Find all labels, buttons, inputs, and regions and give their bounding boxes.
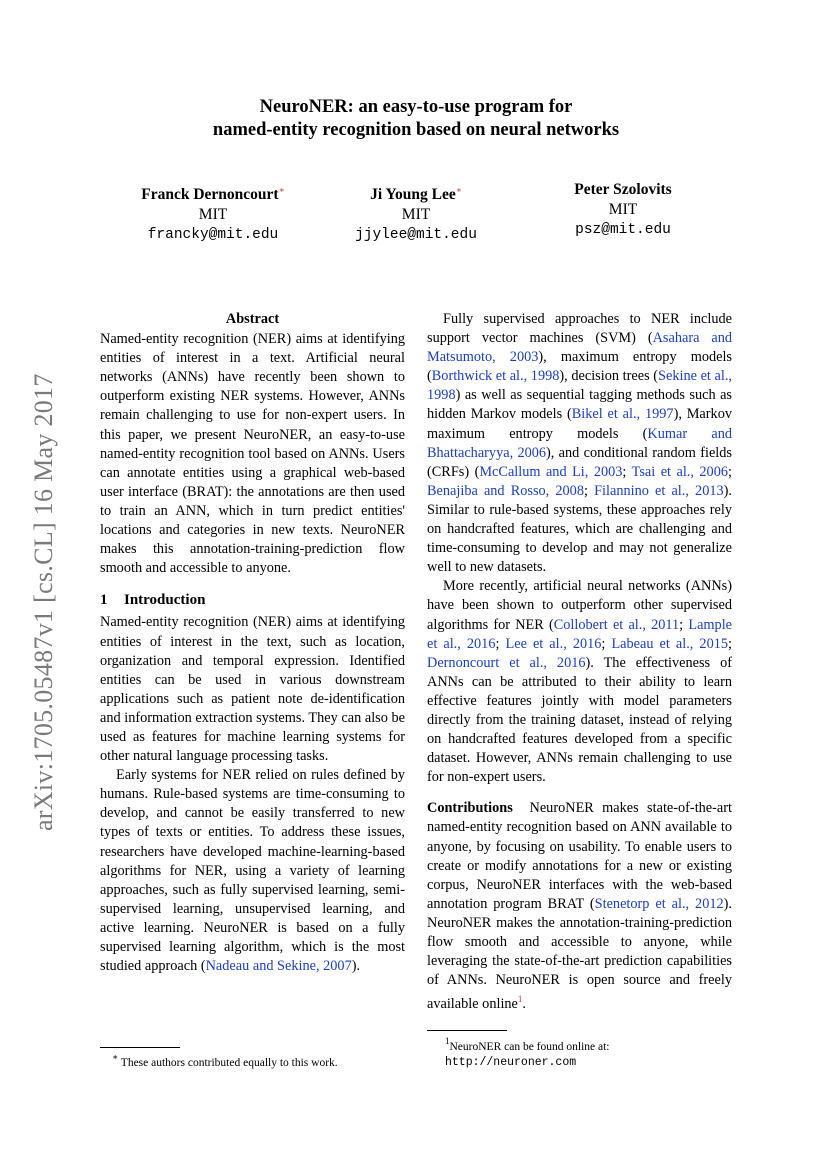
footnote-ref[interactable]: 1 [517, 994, 523, 1005]
citation-link[interactable]: Lample et al., 2016 [427, 616, 733, 652]
footnote-rule-right [427, 1030, 507, 1031]
body-text: ), Markov maximum entropy models ( [427, 406, 732, 442]
section-title: Introduction [124, 592, 206, 609]
citation-link[interactable]: Filannino et al., 2013 [594, 482, 724, 499]
body-text: ), decision trees ( [559, 368, 659, 385]
section-number: 1 [100, 592, 108, 609]
author-affiliation: MIT [401, 206, 431, 223]
body-text: ) as well as sequential tagging methods such as hidden Markov models ( [427, 387, 732, 423]
author-name: Peter Szolovits [574, 181, 672, 198]
body-text: ; [728, 635, 732, 652]
left-column [100, 310, 405, 976]
author-email: psz@mit.edu [575, 222, 671, 238]
citation-link[interactable]: Sekine et al., 1998 [427, 368, 732, 404]
body-text: ), maximum entropy models ( [427, 349, 732, 385]
citation-link[interactable]: Collobert et al., 2011 [553, 616, 680, 633]
citation-link[interactable]: Benajiba and Rosso, 2008 [427, 482, 584, 499]
equal-contribution-mark[interactable]: ∗ [455, 185, 462, 195]
footnote-mark: ∗ [112, 1052, 119, 1062]
body-text: ; [495, 635, 506, 652]
citation-link[interactable]: Dernoncourt et al., 2016 [427, 654, 586, 671]
body-text: More recently, artificial neural networks (ANNs) have been shown to outperform other supervised algorithms for NER ( [427, 578, 732, 633]
author-email: jjylee@mit.edu [355, 227, 477, 243]
citation-link[interactable]: Kumar and Bhattacharyya, 2006 [427, 425, 732, 461]
contributions-heading: Contributions [427, 800, 513, 817]
body-text: ; [622, 463, 632, 480]
footnote-url: $^1$NeuroNER can be found online at: http://neuroner.com [445, 1034, 735, 1070]
body-text: ). Similar to rule-based systems, these approaches rely on handcrafted features, which are challenging and time-consuming to develop and may not generalize well to new datasets. [427, 482, 732, 576]
author-block-2 [296, 180, 536, 245]
citation-link[interactable]: Asahara and Matsumoto, 2003 [427, 330, 732, 366]
citation-link[interactable]: Lee et al., 2016 [505, 635, 602, 652]
author-name: Ji Young Lee∗ [370, 185, 462, 203]
citation-link[interactable]: Borthwick et al., 1998 [431, 368, 560, 385]
contributions-paragraph: Contributions NeuroNER makes state-of-the-art named-entity recognition based on ANN available to anyone, by focusing on usability. To enable users to create or modify annotations for a new or existing corpus, NeuroNER interfaces with the web-based annotation program BRAT (Stenetorp et al., 2012). NeuroNER makes the annotation-training-prediction flow smooth and accessible to anyone, while leveraging the state-of-the-art prediction capabilities of ANNs. NeuroNER is open source and freely available online$^1$. [427, 800, 732, 1013]
body-text: NeuroNER makes state-of-the-art named-entity recognition based on ANN available to anyone, by focusing on usability. To enable users to create or modify annotations for a new or existing corpus, NeuroNER interfaces with the web-based annotation program BRAT ( [427, 800, 732, 912]
related-work-paragraph [427, 310, 732, 577]
paper-title [100, 96, 732, 142]
body-text: Fully supervised approaches to NER include support vector machines (SVM) ( [427, 311, 732, 347]
author-affiliation: MIT [608, 201, 638, 218]
title-line-2: named-entity recognition based on neural networks [212, 120, 620, 140]
arxiv-stamp: arXiv:1705.05487v1 [cs.CL] 16 May 2017 [29, 373, 58, 831]
equal-contribution-mark[interactable]: ∗ [278, 185, 285, 195]
footnote-equal-contribution: ∗ These authors contributed equally to this work. [112, 1052, 338, 1069]
intro-paragraph-1: Named-entity recognition (NER) aims at identifying entities of interest in the text, such as location, organization and temporal expression. Identified entities can be used in various downstream applications such as patient note de-identification and information extraction systems. They can also be used as features for machine learning systems for other natural language processing tasks. [100, 614, 405, 765]
body-text: ; [601, 635, 612, 652]
abstract-text: Named-entity recognition (NER) aims at identifying entities of interest in a text. Artificial neural networks (ANNs) have recently been shown to outperform existing NER systems. However, ANNs remain challenging to use for non-expert users. In this paper, we present NeuroNER, an easy-to-use named-entity recognition tool based on ANNs. Users can annotate entities using a graphical web-based user interface (BRAT): the annotations are then used to train an ANN, which in turn predict entities' locations and categories in new texts. NeuroNER makes this annotation-training-prediction flow smooth and accessible to anyone. [100, 331, 405, 577]
body-text: ), and conditional random fields (CRFs) ( [427, 444, 732, 480]
author-affiliation: MIT [198, 206, 228, 223]
abstract-heading: Abstract [225, 311, 280, 327]
footnote-rule-left [100, 1047, 180, 1048]
citation-link[interactable]: Nadeau and Sekine, 2007 [205, 958, 352, 975]
author-name: Franck Dernoncourt∗ [141, 185, 285, 203]
neuroner-url-link[interactable]: http://neuroner.com [445, 1056, 577, 1069]
title-line-1: NeuroNER: an easy-to-use program for [259, 97, 573, 117]
citation-link[interactable]: Labeau et al., 2015 [611, 635, 729, 652]
author-email: francky@mit.edu [147, 227, 279, 243]
author-block-3 [503, 180, 743, 240]
right-column [427, 310, 732, 1014]
citation-link[interactable]: Bikel et al., 1997 [571, 406, 674, 423]
ann-paragraph [427, 577, 732, 787]
body-text: ; [583, 482, 595, 499]
section-heading-introduction [100, 591, 405, 610]
intro-paragraph-2: Early systems for NER relied on rules defined by humans. Rule-based systems are time-consuming to develop, and cannot be easily transferred to new types of texts or entities. To address these issues, researchers have developed machine-learning-based algorithms for NER, using a variety of learning approaches, such as fully supervised learning, semi-supervised learning, unsupervised learning, and active learning. NeuroNER is based on a fully supervised learning algorithm, which is the most studied approach (Nadeau and Sekine, 2007). [100, 767, 405, 975]
citation-link[interactable]: McCallum and Li, 2003 [479, 463, 623, 480]
citation-link[interactable]: Tsai et al., 2006 [631, 463, 729, 480]
body-text: ; [728, 463, 732, 480]
body-text: ). The effectiveness of ANNs can be attributed to their ability to learn effective features jointly with model parameters directly from the training dataset, instead of relying on handcrafted features developed from a specific dataset. However, ANNs remain challenging to use for non-expert users. [427, 654, 732, 786]
footnote-mark: 1 [445, 1036, 450, 1046]
body-text: ). NeuroNER makes the annotation-training-prediction flow smooth and accessible to anyone, while leveraging the state-of-the-art prediction capabilities of ANNs. NeuroNER is open source and freely available online [427, 895, 732, 1013]
citation-link[interactable]: Stenetorp et al., 2012 [594, 895, 724, 912]
body-text: ; [679, 616, 689, 633]
